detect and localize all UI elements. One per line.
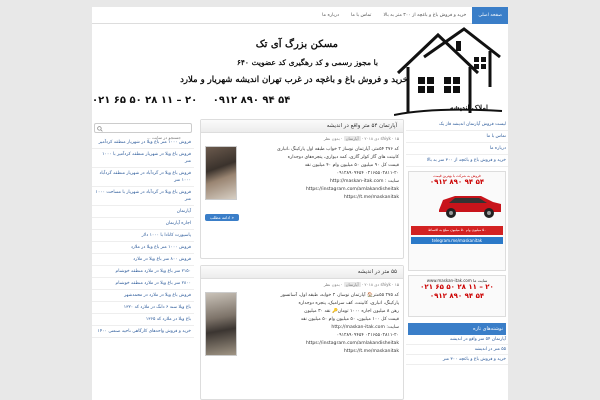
post-date: ۱۵ دی ۲۰۱۸ [364, 282, 399, 287]
ad-loan-banner: ۵۰ میلیون وام ۵۰ میلیون مبلغ به اقساط [411, 226, 503, 235]
excerpt-line: کد ۲۷۶ ۵۴متر، آپارتمان نوساز ۲ خواب طبقه اول پارکینگ ،انباری [277, 147, 399, 152]
nav-home[interactable]: صفحه اصلی [472, 7, 508, 24]
header-tagline: خرید و فروش باغ و باغچه در غرب تهران اندیشه شهریار و ملارد [180, 75, 408, 85]
contact-banner-site: سایت ما www.maskan-itak.com [426, 278, 488, 283]
post-date: ۱۵ دی ۲۰۱۸ [364, 136, 399, 141]
ad-phone: ۰۹۱۲ ۸۹۰ ۹۴ ۵۴ [429, 178, 485, 186]
sidebar-link-gardens[interactable]: خرید و فروش باغ و باغچه از ۳۰۰ متر به بالا [406, 155, 508, 167]
header-subtitle: با مجوز رسمی و کد رهگیری کد عضویت ۶۴۰ [236, 58, 378, 67]
sidebar-post-link[interactable]: اجاره آپارتمان [92, 218, 194, 230]
excerpt-line: ۰۲۱۶۵۵۰۲۸۱۱-۲۰ ۰۹۱۲۸۹۰۹۴۵۴ [336, 171, 399, 176]
sidebar-link-contact[interactable]: تماس با ما [406, 131, 508, 143]
sidebar-post-link[interactable]: فروش ۱۰۰۰ متر باغ ویلا در ملارد [92, 242, 194, 254]
post-author[interactable]: shiyk [380, 136, 391, 141]
post-thumbnail[interactable] [205, 146, 237, 200]
post-body [201, 290, 403, 385]
sidebar-post-link[interactable]: پاسپورت کانادا با ۱۰۰۰ دلار [92, 230, 194, 242]
sidebar-link-apartments[interactable]: لیست فروش آپارتمان اندیشه فاز یک [406, 119, 508, 131]
read-more-button[interactable]: ادامه مطلب » [205, 214, 239, 221]
post-thumbnail[interactable] [205, 292, 237, 356]
ad-title: فروش به شرکت با بهترین قیمت [433, 174, 481, 178]
header-phone-landline: ۰۲۱ ۶۵ ۵۰ ۲۸ ۱۱ – ۲۰ [92, 95, 198, 106]
post-card [200, 119, 404, 259]
left-sidebar [92, 119, 194, 338]
contact-banner-phone1: ۰۲۱ ۶۵ ۵۰ ۲۸ ۱۱ – ۲۰ [420, 283, 494, 291]
site-header [92, 25, 508, 117]
nav-contact[interactable]: تماس با ما [351, 12, 372, 18]
sidebar-post-link[interactable]: ۲۱۵۰ متر باغ ویلا در ملارد منطقه خوشنام [92, 266, 194, 278]
nav-about[interactable]: درباره ما [322, 12, 340, 18]
excerpt-line: قیمت کل ۹۰ میلیون ۵۰ میلیون وام ۴۰ میلیون نقد [304, 163, 399, 168]
ad-telegram[interactable]: telegram.me/maskanitak [411, 237, 503, 244]
sidebar-post-link[interactable]: باغ ویلا در ملارد کد ۱۳۶۵ [92, 314, 194, 326]
post-list [200, 119, 404, 400]
sidebar-post-link[interactable]: فروش باغ ویلا در ملارد در محمدشهر [92, 290, 194, 302]
page-frame [92, 7, 508, 400]
post-comments[interactable]: بدون نظر [323, 136, 340, 141]
right-sidebar [406, 119, 508, 365]
content-area [92, 119, 508, 400]
post-meta: shiyk · ۱۵ دی ۲۰۱۸ · آپارتمان · بدون نظر [323, 136, 399, 141]
recent-post-link[interactable]: آپارتمان ۵۴ متر واقع در اندیشه [406, 335, 508, 345]
search-input[interactable] [95, 134, 191, 142]
excerpt-line[interactable]: سایت : http://maskan-itak.com [329, 179, 399, 184]
excerpt-line: کابینت های گاز کولر گازی، کمد دیواری، پنجره‌های دوجداره [287, 155, 399, 160]
sidebar-post-link[interactable]: فروش باغ ویلا در شهریار منطقه کردآمیر با ۱۰۰۰ متر [92, 149, 194, 168]
excerpt-line: پارکینگ، انباری، کابینت، کف سرامیک، پنجره دوجداره [298, 301, 399, 306]
ad-banner[interactable] [408, 171, 506, 271]
excerpt-line[interactable]: https://instagram.com/amlakandisheitak [305, 341, 399, 346]
sidebar-post-link[interactable]: فروش ۸۰۰ متر باغ ویلا در ملارد [92, 254, 194, 266]
post-category[interactable]: آپارتمان [345, 136, 359, 141]
post-meta: shiyk · ۱۵ دی ۲۰۱۸ · آپارتمان · بدون نظر [323, 282, 399, 287]
post-title[interactable]: آپارتمان ۵۴ متر واقع در اندیشه [201, 120, 403, 133]
contact-banner[interactable] [408, 275, 506, 317]
excerpt-line[interactable]: سایت: http://maskan-itak.com [331, 325, 399, 330]
excerpt-line[interactable]: https://t.me/maskanitak [343, 349, 399, 354]
excerpt-line: کد ۲۷۵ ۵۵متر🏠 آپارتمان نوساز، ۲ خوابه، طبقه اول، آسانسور [280, 293, 399, 298]
excerpt-line: ۰۲۱۶۵۵۰۲۸۱۱-۲۰ ۰۹۱۲۸۹۰۹۴۵۴ [336, 333, 399, 338]
excerpt-line: قیمت کل ۱۰۰ میلیون، ۵۰ میلیون وام ۵۰ میلیون نقد [300, 317, 399, 322]
sidebar-post-link[interactable]: باغ ویلا سند ۶ دانگ در ملارد کد ۱۳۲۰ [92, 302, 194, 314]
sidebar-post-link[interactable]: فروش باغ ویلا در گردآباد در شهریار منطقه گردآباد ۱۰۰۰ متر [92, 168, 194, 187]
top-nav [92, 7, 508, 24]
excerpt-line[interactable]: https://instagram.com/amlakandisheitak [305, 187, 399, 192]
sidebar-post-link[interactable]: فروش ۱۰۰۰ متر باغ ویلا در شهریار منطقه کردآمیر [92, 137, 194, 149]
post-excerpt [243, 146, 399, 202]
post-card [200, 265, 404, 400]
recent-post-link[interactable]: ۵۵ متر در اندیشه [406, 345, 508, 355]
sidebar-post-link[interactable]: فروش باغ ویلا در گردآباد در شهریار با مساحت ۱۰۰۰ متر [92, 187, 194, 206]
search-box [94, 123, 192, 133]
recent-post-link[interactable]: خرید و فروش باغ و باغچه ۳۰۰ متر [406, 355, 508, 365]
header-phones [92, 95, 302, 106]
search-icon[interactable] [97, 126, 103, 132]
post-body [201, 144, 403, 239]
sidebar-post-link[interactable]: ۲۸۰۰ متر باغ ویلا در ملارد منطقه خوشنام [92, 278, 194, 290]
post-excerpt [243, 292, 399, 356]
contact-banner-phone2: ۰۹۱۲ ۸۹۰ ۹۴ ۵۴ [429, 292, 485, 300]
recent-posts-title: نوشته‌های تازه [408, 323, 506, 335]
car-icon [435, 188, 505, 220]
post-author[interactable]: shiyk [380, 282, 391, 287]
sidebar-post-link[interactable]: آپارتمان [92, 206, 194, 218]
post-category[interactable]: آپارتمان [345, 282, 359, 287]
brand-name: املاک اندیشه [449, 103, 488, 112]
sidebar-link-about[interactable]: درباره ما [406, 143, 508, 155]
sidebar-post-link[interactable]: خرید و فروش واحدهای کارگاهی ناحیه صنعتی ۱۴۰۰ [92, 326, 194, 338]
header-phone-mobile: ۰۹۱۲ ۸۹۰ ۹۴ ۵۴ [212, 95, 291, 106]
post-title[interactable]: ۵۵ متر در اندیشه [201, 266, 403, 279]
excerpt-line: رهن ۸ میلیون اجاره ۱۰۰۰ تومان🔑 نقد ۳۰ میلیون [304, 309, 399, 314]
post-comments[interactable]: بدون نظر [323, 282, 340, 287]
excerpt-line[interactable]: https://t.me/maskanitak [343, 195, 399, 200]
header-title: مسکن بزرگ آی تک [255, 39, 338, 50]
nav-gardens[interactable]: خرید و فروش باغ و باغچه از ۳۰۰ متر به بالا [383, 12, 467, 18]
